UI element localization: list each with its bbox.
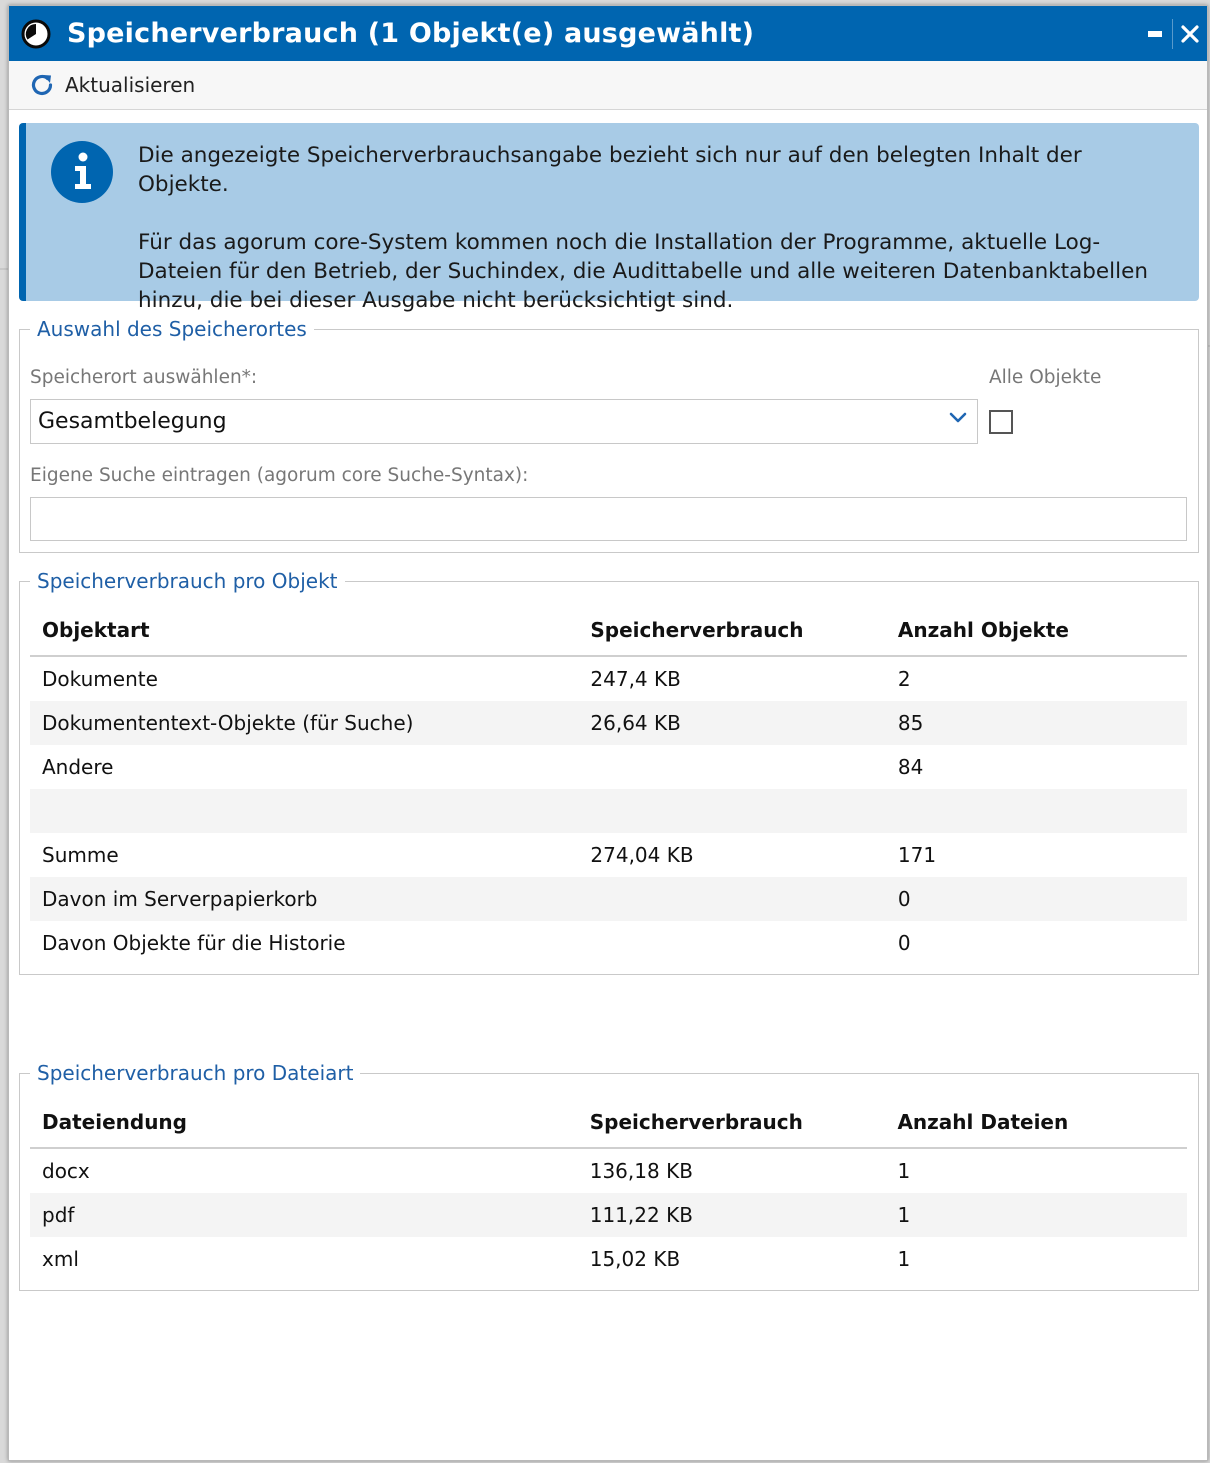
chevron-down-icon [949, 412, 967, 424]
close-icon [1181, 25, 1199, 43]
cell-count: 0 [897, 931, 911, 955]
cell-storage: 274,04 KB [590, 843, 694, 867]
cell-count: 84 [897, 755, 924, 779]
cell-object-type: Davon Objekte für die Historie [42, 931, 346, 955]
table-row[interactable] [30, 1237, 1187, 1281]
cell-file-extension: xml [42, 1247, 79, 1271]
table-row[interactable] [30, 921, 1187, 965]
table-header-row [30, 1097, 1187, 1148]
all-objects-checkbox[interactable] [989, 410, 1013, 434]
location-select[interactable] [30, 399, 978, 444]
table-row-sum[interactable] [30, 833, 1187, 877]
cell-storage [578, 745, 886, 789]
cell-storage: 247,4 KB [590, 667, 681, 691]
cell-object-type: Dokumententext-Objekte (für Suche) [30, 701, 578, 745]
info-box [19, 123, 1199, 313]
cell-object-type [30, 789, 578, 833]
table-row[interactable] [30, 701, 1187, 745]
storage-usage-dialog [8, 5, 1208, 1461]
custom-search-input[interactable] [30, 497, 1187, 541]
dialog-toolbar [9, 61, 1207, 110]
cell-object-type: Davon im Serverpapierkorb [30, 877, 578, 921]
cell-count [886, 789, 1187, 833]
per-filetype-table [30, 1097, 1187, 1281]
background-edge [0, 268, 8, 270]
dialog-titlebar[interactable] [9, 6, 1207, 61]
custom-search-label: Eigene Suche eintragen (agorum core Suche-Syntax): [30, 465, 529, 486]
column-header-object-type[interactable]: Objektart [30, 605, 578, 656]
minimize-button[interactable] [1138, 14, 1172, 54]
table-row[interactable] [30, 1193, 1187, 1237]
table-row-spacer [30, 789, 1187, 833]
cell-storage: 111,22 KB [578, 1193, 886, 1237]
column-header-storage[interactable]: Speicherverbrauch [578, 1097, 886, 1148]
cell-count: 2 [897, 667, 911, 691]
cell-file-extension: pdf [30, 1193, 578, 1237]
table-header-row [30, 605, 1187, 656]
close-button[interactable] [1173, 14, 1207, 54]
table-row[interactable] [30, 745, 1187, 789]
refresh-label: Aktualisieren [65, 73, 196, 97]
per-object-legend: Speicherverbrauch pro Objekt [37, 569, 338, 593]
column-header-storage[interactable]: Speicherverbrauch [578, 605, 886, 656]
cell-file-extension: docx [42, 1159, 90, 1183]
refresh-icon [29, 72, 55, 98]
info-text-paragraph: Die angezeigte Speicherverbrauchsangabe bezieht sich nur auf den belegten Inhalt der Objekte. [138, 143, 1082, 197]
cell-storage: 26,64 KB [578, 701, 886, 745]
cell-count: 1 [897, 1159, 911, 1183]
cell-count: 85 [886, 701, 1187, 745]
minimize-icon [1148, 31, 1162, 37]
cell-count: 171 [897, 843, 937, 867]
column-header-file-count[interactable]: Anzahl Dateien [885, 1097, 1187, 1148]
cell-count: 1 [885, 1193, 1187, 1237]
per-filetype-legend: Speicherverbrauch pro Dateiart [37, 1061, 354, 1085]
location-legend: Auswahl des Speicherortes [37, 317, 307, 341]
info-text-paragraph: Für das agorum core-System kommen noch die Installation der Programme, aktuelle Log-Dateien für den Betrieb, der Suchindex, die Audittabelle und alle weiteren Datenbanktabellen hinzu, die bei dieser Ausgabe nicht berücksichtigt sind. [138, 230, 1148, 313]
cell-storage [578, 921, 886, 965]
table-row[interactable] [30, 877, 1187, 921]
all-objects-label: Alle Objekte [989, 367, 1102, 388]
cell-count: 0 [886, 877, 1187, 921]
column-header-object-count[interactable]: Anzahl Objekte [886, 605, 1187, 656]
table-row[interactable] [30, 656, 1187, 701]
cell-count: 1 [897, 1247, 911, 1271]
dialog-title: Speicherverbrauch (1 Objekt(e) ausgewählt) [67, 18, 755, 49]
cell-storage: 136,18 KB [589, 1159, 693, 1183]
cell-storage [578, 877, 886, 921]
pie-chart-icon [21, 19, 51, 49]
refresh-button[interactable] [29, 72, 195, 98]
table-row[interactable] [30, 1148, 1187, 1193]
column-header-file-extension[interactable]: Dateiendung [30, 1097, 578, 1148]
per-object-table [30, 605, 1187, 965]
cell-storage: 15,02 KB [589, 1247, 681, 1271]
cell-object-type: Andere [42, 755, 114, 779]
cell-storage [578, 789, 886, 833]
info-icon [50, 140, 114, 204]
location-select-label: Speicherort auswählen*: [30, 367, 258, 388]
cell-object-type: Dokumente [42, 667, 158, 691]
location-select-value: Gesamtbelegung [38, 409, 227, 434]
cell-object-type: Summe [42, 843, 119, 867]
